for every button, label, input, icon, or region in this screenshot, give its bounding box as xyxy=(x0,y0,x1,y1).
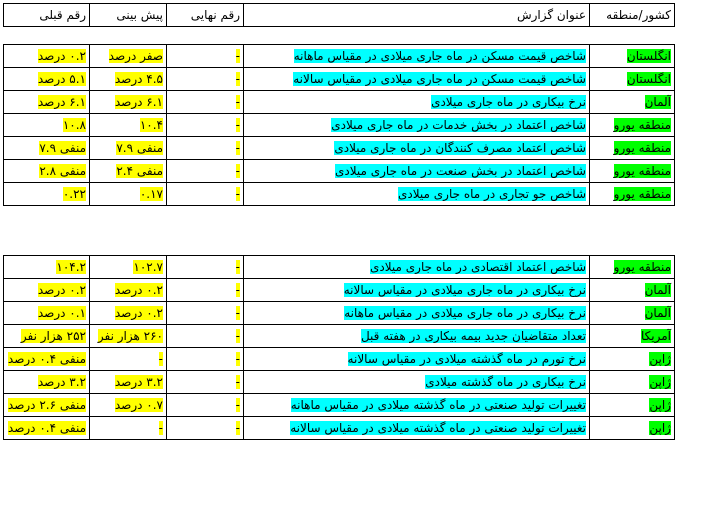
previous-value: منفی ۰.۴ درصد xyxy=(7,352,86,366)
header-country: کشور/منطقه xyxy=(590,4,675,27)
report-title-cell xyxy=(244,348,590,371)
forecast-value-cell xyxy=(90,256,167,279)
report-title-cell xyxy=(244,394,590,417)
previous-value-cell xyxy=(4,279,90,302)
table-row xyxy=(4,371,675,394)
forecast-value-cell xyxy=(90,114,167,137)
table-row xyxy=(4,91,675,114)
forecast-value-cell xyxy=(90,137,167,160)
country-name-cell xyxy=(590,68,675,91)
previous-value-cell xyxy=(4,371,90,394)
forecast-value-cell xyxy=(90,279,167,302)
table-row xyxy=(4,417,675,440)
country-name: منطقه یورو xyxy=(613,187,671,201)
actual-value-cell xyxy=(167,371,244,394)
actual-value: - xyxy=(235,164,240,178)
actual-value: - xyxy=(235,49,240,63)
previous-value-cell xyxy=(4,160,90,183)
report-title-cell xyxy=(244,302,590,325)
report-title: شاخص اعتماد در بخش صنعت در ماه جاری میلادی xyxy=(334,164,586,178)
actual-value-cell xyxy=(167,256,244,279)
country-name-cell xyxy=(590,417,675,440)
actual-value: - xyxy=(235,306,240,320)
previous-value: ۱۰.۸ xyxy=(62,118,86,132)
actual-value: - xyxy=(235,72,240,86)
table-row xyxy=(4,114,675,137)
table-row xyxy=(4,183,675,206)
country-name: منطقه یورو xyxy=(613,164,671,178)
country-name-cell xyxy=(590,114,675,137)
forecast-value: ۳.۲ درصد xyxy=(114,375,163,389)
report-title: تغییرات تولید صنعتی در ماه گذشته میلادی در مقیاس سالانه xyxy=(290,421,586,435)
forecast-value: ۲۶۰ هزار نفر xyxy=(97,329,163,343)
country-name: منطقه یورو xyxy=(613,141,671,155)
previous-value-cell xyxy=(4,137,90,160)
country-name-cell xyxy=(590,302,675,325)
previous-value: منفی ۰.۴ درصد xyxy=(7,421,86,435)
country-name: منطقه یورو xyxy=(613,118,671,132)
table-row xyxy=(4,348,675,371)
country-name-cell xyxy=(590,160,675,183)
previous-value-cell xyxy=(4,91,90,114)
country-name-cell xyxy=(590,394,675,417)
report-title-cell xyxy=(244,137,590,160)
previous-value-cell xyxy=(4,325,90,348)
report-title: تعداد متقاضیان جدید بیمه بیکاری در هفته قبل xyxy=(360,329,586,343)
previous-value: ۱۰۴.۲ xyxy=(56,260,86,274)
actual-value: - xyxy=(235,260,240,274)
forecast-value: - xyxy=(158,421,163,435)
country-name: منطقه یورو xyxy=(613,260,671,274)
country-name: ژاپن xyxy=(649,375,671,389)
forecast-value: ۱۰۲.۷ xyxy=(133,260,163,274)
report-title: نرخ تورم در ماه گذشته میلادی در مقیاس سالانه xyxy=(347,352,586,366)
country-name: انگلستان xyxy=(626,49,671,63)
country-name: آلمان xyxy=(644,95,671,109)
forecast-value: ۶.۱ درصد xyxy=(114,95,163,109)
header-previous: رقم قبلی xyxy=(4,4,90,27)
actual-value-cell xyxy=(167,114,244,137)
previous-value: ۵.۱ درصد xyxy=(37,72,86,86)
table-row xyxy=(4,137,675,160)
country-name-cell xyxy=(590,183,675,206)
report-title: نرخ بیکاری در ماه گذشته میلادی xyxy=(425,375,586,389)
calendar-table-2 xyxy=(3,255,675,440)
actual-value-cell xyxy=(167,279,244,302)
report-title-cell xyxy=(244,325,590,348)
header-row xyxy=(4,4,675,27)
country-name: آلمان xyxy=(644,283,671,297)
forecast-value-cell xyxy=(90,302,167,325)
country-name-cell xyxy=(590,137,675,160)
actual-value: - xyxy=(235,398,240,412)
previous-value-cell xyxy=(4,256,90,279)
table-row xyxy=(4,325,675,348)
report-title: شاخص اعتماد در بخش خدمات در ماه جاری میلادی xyxy=(331,118,586,132)
previous-value: ۳.۲ درصد xyxy=(37,375,86,389)
forecast-value-cell xyxy=(90,183,167,206)
forecast-value: منفی ۷.۹ xyxy=(116,141,163,155)
forecast-value-cell xyxy=(90,348,167,371)
forecast-value: - xyxy=(158,352,163,366)
previous-value: ۰.۲ درصد xyxy=(37,283,86,297)
report-title-cell xyxy=(244,417,590,440)
report-title-cell xyxy=(244,68,590,91)
actual-value-cell xyxy=(167,325,244,348)
previous-value: ۰.۱ درصد xyxy=(37,306,86,320)
previous-value-cell xyxy=(4,348,90,371)
table-row xyxy=(4,302,675,325)
country-name: آلمان xyxy=(644,306,671,320)
report-title: شاخص اعتماد اقتصادی در ماه جاری میلادی xyxy=(370,260,586,274)
report-title: شاخص جو تجاری در ماه جاری میلادی xyxy=(398,187,586,201)
country-name-cell xyxy=(590,371,675,394)
table-row xyxy=(4,68,675,91)
previous-value: ۰.۲ درصد xyxy=(37,49,86,63)
header-actual: رقم نهایی xyxy=(167,4,244,27)
report-title-cell xyxy=(244,114,590,137)
previous-value: ۰.۲۲ xyxy=(62,187,86,201)
report-title-cell xyxy=(244,183,590,206)
actual-value-cell xyxy=(167,302,244,325)
forecast-value-cell xyxy=(90,325,167,348)
previous-value-cell xyxy=(4,302,90,325)
forecast-value: منفی ۲.۴ xyxy=(116,164,163,178)
calendar-table-1 xyxy=(3,44,675,206)
report-title: تغییرات تولید صنعتی در ماه گذشته میلادی در مقیاس ماهانه xyxy=(290,398,586,412)
forecast-value-cell xyxy=(90,68,167,91)
table-row xyxy=(4,45,675,68)
report-title-cell xyxy=(244,45,590,68)
forecast-value-cell xyxy=(90,394,167,417)
previous-value-cell xyxy=(4,45,90,68)
report-title: نرخ بیکاری در ماه جاری میلادی xyxy=(431,95,586,109)
country-name-cell xyxy=(590,45,675,68)
actual-value: - xyxy=(235,329,240,343)
actual-value: - xyxy=(235,283,240,297)
actual-value-cell xyxy=(167,45,244,68)
previous-value: منفی ۲.۶ درصد xyxy=(7,398,86,412)
report-title: شاخص اعتماد مصرف کنندگان در ماه جاری میلادی xyxy=(334,141,586,155)
header-title: عنوان گزارش xyxy=(244,4,590,27)
actual-value: - xyxy=(235,421,240,435)
forecast-value-cell xyxy=(90,91,167,114)
country-name-cell xyxy=(590,91,675,114)
actual-value: - xyxy=(235,118,240,132)
country-name-cell xyxy=(590,325,675,348)
forecast-value-cell xyxy=(90,371,167,394)
actual-value-cell xyxy=(167,137,244,160)
forecast-value: ۴.۵ درصد xyxy=(114,72,163,86)
actual-value-cell xyxy=(167,394,244,417)
report-title-cell xyxy=(244,279,590,302)
previous-value: ۶.۱ درصد xyxy=(37,95,86,109)
table-row xyxy=(4,256,675,279)
forecast-value: ۰.۲ درصد xyxy=(114,283,163,297)
report-title-cell xyxy=(244,256,590,279)
actual-value-cell xyxy=(167,91,244,114)
actual-value-cell xyxy=(167,417,244,440)
forecast-value: ۰.۱۷ xyxy=(139,187,163,201)
table-row xyxy=(4,279,675,302)
table-row xyxy=(4,160,675,183)
previous-value-cell xyxy=(4,68,90,91)
actual-value: - xyxy=(235,141,240,155)
previous-value: منفی ۲.۸ xyxy=(39,164,86,178)
actual-value-cell xyxy=(167,160,244,183)
previous-value-cell xyxy=(4,394,90,417)
report-title: شاخص قیمت مسکن در ماه جاری میلادی در مقیاس سالانه xyxy=(293,72,586,86)
report-title-cell xyxy=(244,91,590,114)
previous-value-cell xyxy=(4,114,90,137)
header-table xyxy=(3,3,675,27)
country-name: انگلستان xyxy=(626,72,671,86)
country-name: ژاپن xyxy=(649,352,671,366)
forecast-value: صفر درصد xyxy=(108,49,163,63)
report-title-cell xyxy=(244,371,590,394)
country-name-cell xyxy=(590,256,675,279)
previous-value-cell xyxy=(4,183,90,206)
forecast-value-cell xyxy=(90,160,167,183)
actual-value: - xyxy=(235,375,240,389)
country-name-cell xyxy=(590,279,675,302)
previous-value-cell xyxy=(4,417,90,440)
report-title: شاخص قیمت مسکن در ماه جاری میلادی در مقیاس ماهانه xyxy=(293,49,586,63)
forecast-value: ۰.۲ درصد xyxy=(114,306,163,320)
forecast-value-cell xyxy=(90,45,167,68)
country-name: ژاپن xyxy=(649,421,671,435)
actual-value: - xyxy=(235,352,240,366)
calendar-table-2-body xyxy=(4,256,675,440)
actual-value-cell xyxy=(167,348,244,371)
actual-value-cell xyxy=(167,183,244,206)
country-name: ژاپن xyxy=(649,398,671,412)
country-name: آمریکا xyxy=(640,329,671,343)
report-title-cell xyxy=(244,160,590,183)
previous-value: منفی ۷.۹ xyxy=(39,141,86,155)
table-row xyxy=(4,394,675,417)
report-title: نرخ بیکاری در ماه جاری میلادی در مقیاس سالانه xyxy=(343,283,586,297)
actual-value: - xyxy=(235,95,240,109)
report-title: نرخ بیکاری در ماه جاری میلادی در مقیاس ماهانه xyxy=(344,306,586,320)
actual-value-cell xyxy=(167,68,244,91)
forecast-value: ۱۰.۴ xyxy=(139,118,163,132)
header-forecast: پیش بینی xyxy=(90,4,167,27)
forecast-value: ۰.۷ درصد xyxy=(114,398,163,412)
calendar-table-1-body xyxy=(4,45,675,206)
actual-value: - xyxy=(235,187,240,201)
country-name-cell xyxy=(590,348,675,371)
previous-value: ۲۵۲ هزار نفر xyxy=(20,329,86,343)
forecast-value-cell xyxy=(90,417,167,440)
